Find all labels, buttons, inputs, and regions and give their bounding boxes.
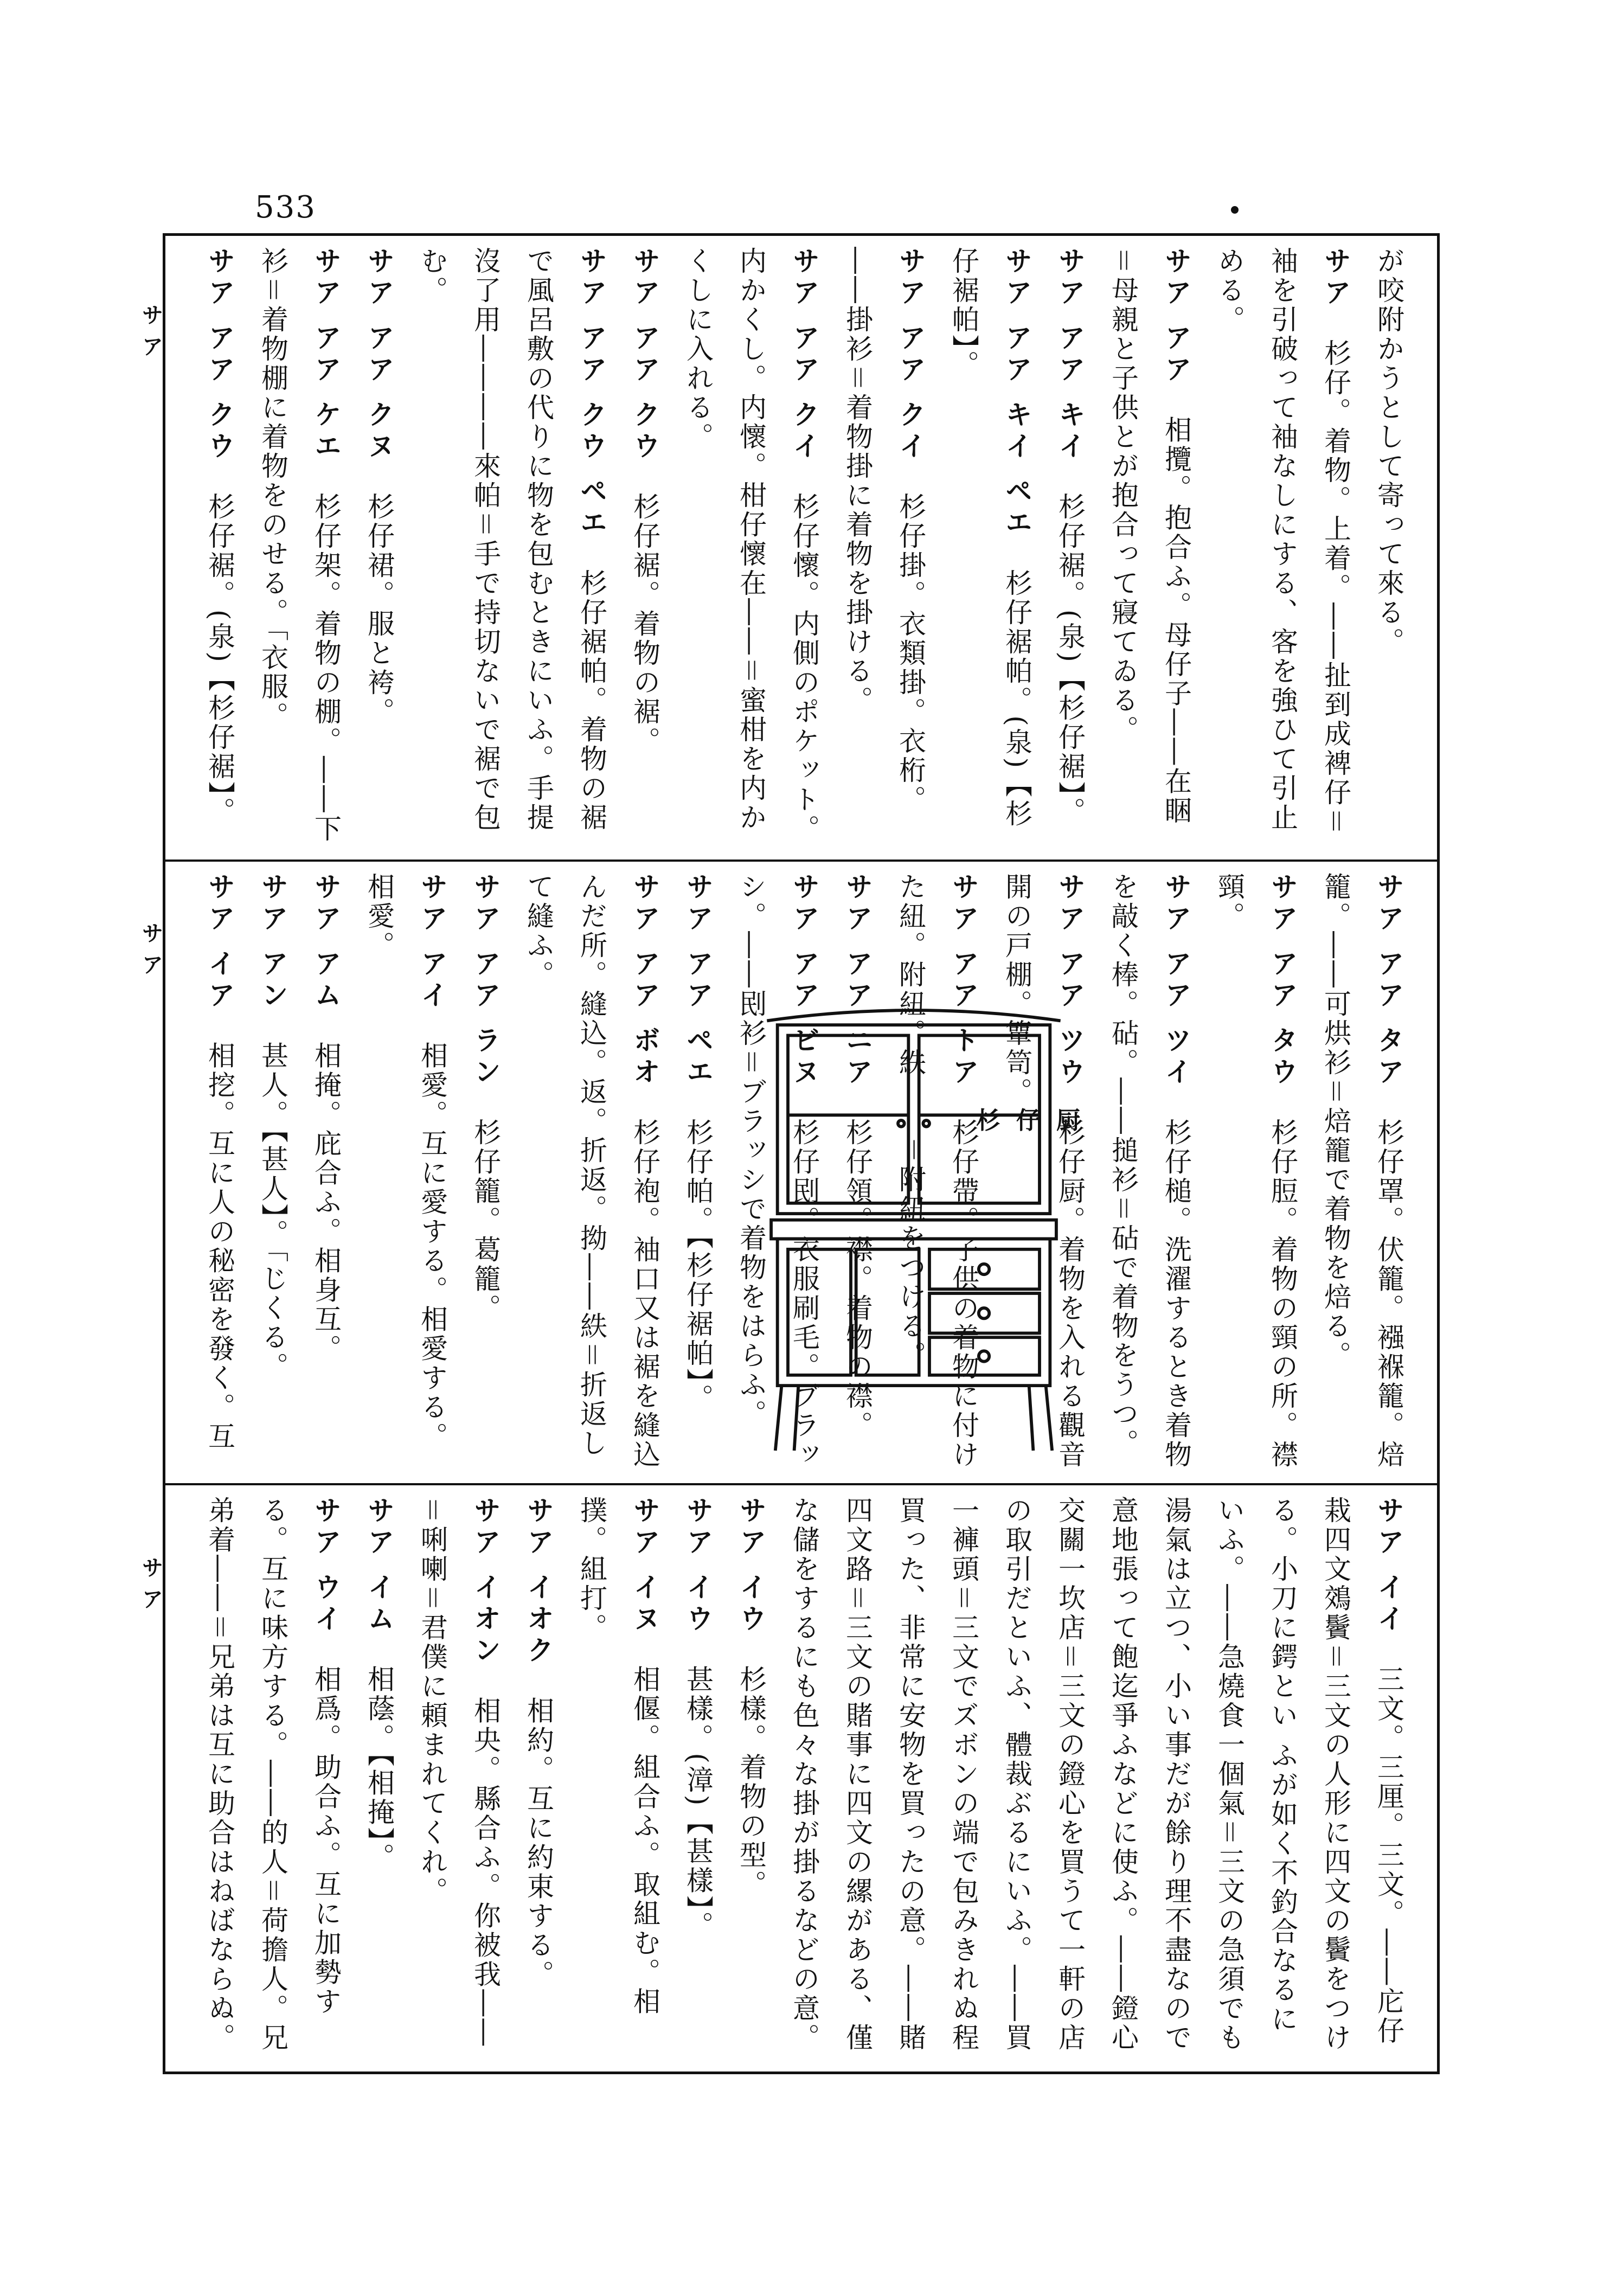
- entry-headword: サア アア クイ: [895, 247, 927, 463]
- entry-definition: 杉樣。着物の型。: [735, 1665, 767, 1900]
- entry-headword: サア イオン: [470, 1496, 502, 1668]
- dictionary-entry: [187, 873, 246, 1472]
- dictionary-entry: [406, 1496, 512, 2061]
- dictionary-entry: [406, 247, 618, 849]
- entry-definition: 杉仔脰。着物の頸の所。襟頸。: [1214, 873, 1298, 1470]
- dictionary-entry: [187, 1496, 193, 2061]
- dictionary-entry: [618, 247, 671, 849]
- entry-definition: 杉仔裙。服と袴。: [363, 492, 395, 727]
- entry-definition: 相爲。助合ふ。互に加勢する。互に味方する。――的人＝荷擔人。兄弟着――＝兄弟は互に助合はねばならぬ。: [204, 1496, 342, 2053]
- entry-headword: サア アイ: [416, 873, 448, 1012]
- entry-headword: サア アア ニア: [842, 873, 874, 1089]
- band-middle: [165, 860, 1437, 1483]
- side-label-middle: サア: [138, 922, 164, 985]
- band-top-text: [187, 247, 1415, 849]
- dictionary-entry: [1043, 247, 1096, 849]
- entry-headword: サア イウ: [735, 1496, 767, 1636]
- entry-headword: サア アア タア: [1373, 873, 1405, 1089]
- entry-definition: 相攬。抱合ふ。母仔子――在睏＝母親と子供とが抱合って寢てゐる。: [1107, 247, 1192, 826]
- entry-headword: サア アア キイ ペエ: [1001, 247, 1033, 540]
- entry-definition: 杉仔。着物。上着。――扯到成裨仔＝袖を引破って袖なしにする、客を強ひて引止める。: [1214, 247, 1351, 837]
- band-bottom-text: [187, 1496, 1415, 2061]
- entry-headword: サア アア ラン: [470, 873, 502, 1089]
- entry-headword: サア アア クイ: [788, 247, 820, 463]
- entry-headword: サア アア ツイ: [1160, 873, 1192, 1089]
- entry-definition: 杉仔架。着物の棚。――下衫＝着物棚に着物をのせる。「衣服。: [257, 247, 342, 844]
- dictionary-entry: [246, 247, 352, 849]
- entry-headword: サア: [1320, 247, 1352, 310]
- entry-definition: 杉仔帶。子供の着物に付けた紐。附紐。紩――＝附紐をつける。: [895, 873, 979, 1470]
- page-number: 533: [255, 190, 316, 225]
- cabinet-illustration: [756, 997, 1071, 1464]
- dictionary-entry: [671, 247, 831, 849]
- entry-definition: 相愛。互に愛する。相愛する。相愛。: [363, 873, 448, 1452]
- entry-definition: 三文。三厘。三文。――庀仔栽四文鵁鬢＝三文の人形に四文の鬢をつける。小刀に鍔とい ふが如く不釣合なるにいふ。――急燒食一個氣＝三文の急須でも湯氣は立つ、小い事だが餘り理不盡なので意地張って飽迄爭ふなどに使ふ。――鐙心交關一坎店＝三文の鐙心を買うて一軒の店の取引だといふ、體裁ぶるにいふ。――買一褲頭＝三文でズボンの端で包みきれぬ程買った、非常に安物を買ったの意。――賭四文路＝三文の賭事に四文の縲がある、僅な儲をするにも色々な掛が掛るなどの意。: [788, 1496, 1404, 2053]
- dictionary-entry: [512, 873, 671, 1472]
- entry-headword: サア アア: [1160, 247, 1192, 387]
- entry-headword: サア アア ペエ: [682, 873, 714, 1089]
- entry-headword: サア アア ツウ: [1054, 873, 1086, 1089]
- entry-headword: サア アア ボオ: [629, 873, 661, 1089]
- entry-definition: 相偃。組合ふ。取組む。相撲。組打。: [576, 1496, 660, 2017]
- entry-definition: 相央。縣合ふ。你被我――＝唎喇＝君僕に頼まれてくれ。: [416, 1496, 501, 2048]
- entry-headword: サア アア ケエ: [310, 247, 342, 463]
- entry-definition: が咬附かうとして寄って來る。: [1373, 247, 1404, 657]
- entry-definition: 杉仔領。襟。着物の襟。: [842, 1118, 873, 1440]
- entry-headword: サア イイ: [1373, 1496, 1405, 1636]
- dictionary-entry: [1309, 873, 1415, 1472]
- entry-definition: 相掩。庇合ふ。相身互。: [310, 1041, 342, 1364]
- entry-headword: サア アア クウ ペエ: [576, 247, 608, 540]
- band-bottom: [165, 1483, 1437, 2071]
- dictionary-entry: [671, 1496, 724, 2061]
- margin-dot: [1231, 206, 1239, 214]
- entry-definition: 甚人。【甚人】。「じくる。: [257, 1041, 288, 1382]
- entry-definition: 杉仔槌。洗濯するとき着物を敲く棒。砧。――搥衫＝砧で着物をうつ。: [1107, 873, 1192, 1470]
- entry-definition: 杉仔裾帕。(泉)【杉仔裾帕】。: [948, 247, 1032, 829]
- entry-definition: 甚樣。(漳)【甚樣】。: [682, 1665, 714, 1941]
- entry-headword: サア イオク: [523, 1496, 555, 1668]
- entry-headword: サア アア クヌ: [363, 247, 395, 463]
- entry-definition: 相挖。互に人の秘密を發く。互: [204, 1041, 235, 1452]
- entry-definition: 相蔭。【相掩】。: [363, 1665, 395, 1872]
- dictionary-entry: [246, 873, 299, 1472]
- dictionary-entry: [299, 873, 352, 1472]
- entry-definition: 杉仔懷。内側のポケット。内かくし。内懷。柑仔懷在――＝蜜柑を内かくしに入れる。: [682, 247, 820, 844]
- entry-headword: サア アア キイ: [1054, 247, 1086, 463]
- dictionary-entry: [193, 1496, 352, 2061]
- dictionary-entry: [1203, 247, 1362, 849]
- entry-definition: 杉仔袍。袖口又は裾を縫込んだ所。縫込。返。折返。拗――紩＝折返して縫ふ。: [523, 873, 660, 1470]
- entry-definition: 杉仔裾。着物の裾。: [629, 492, 660, 756]
- entry-definition: 杉仔裾。(泉)【杉仔裾】。: [1054, 492, 1086, 826]
- entry-definition: 杉仔厨。着物を入れる觀音開の戸棚。簞笥。: [1001, 873, 1086, 1470]
- dictionary-entry: [724, 1496, 778, 2061]
- dictionary-entry: [193, 247, 246, 849]
- entry-headword: サア アア トア: [948, 873, 980, 1089]
- band-top: [165, 236, 1437, 860]
- entry-headword: サア イア: [204, 873, 236, 1012]
- entry-headword: サア アア クウ: [204, 247, 236, 463]
- dictionary-entry: [352, 1496, 406, 2061]
- dictionary-entry: [352, 873, 459, 1472]
- illustration-caption: 杉仔厨: [976, 1107, 1096, 1134]
- entry-definition: 杉仔帕。【杉仔裾帕】。: [682, 1118, 714, 1413]
- entry-headword: サア イム: [363, 1496, 395, 1636]
- entry-headword: サア イウ: [682, 1496, 714, 1636]
- entry-headword: サア イヌ: [629, 1496, 661, 1636]
- dictionary-entry: [352, 247, 406, 849]
- dictionary-entry: [187, 247, 193, 849]
- entry-definition: 相約。互に約束する。: [523, 1696, 554, 1990]
- dictionary-entry: [937, 247, 1043, 849]
- dictionary-entry: [1096, 873, 1203, 1472]
- dictionary-frame: [163, 233, 1440, 2074]
- dictionary-entry: [831, 247, 937, 849]
- dictionary-entry: [1203, 873, 1309, 1472]
- entry-headword: サア ウイ: [310, 1496, 342, 1636]
- entry-headword: サア アア ビヌ: [788, 873, 820, 1089]
- dictionary-entry: [512, 1496, 565, 2061]
- entry-headword: サア アア タウ: [1267, 873, 1299, 1089]
- dictionary-entry: [778, 1496, 1415, 2061]
- entry-definition: 杉仔裾帕。着物の裾で風呂敷の代りに物を包むときにいふ。手提沒了用――――來帕＝手で持切ないで裾で包む。: [416, 247, 607, 833]
- entry-headword: サア アム: [310, 873, 342, 1012]
- dictionary-entry: [565, 1496, 671, 2061]
- entry-definition: 杉仔刡。衣服刷毛。ブラッシ。――刡衫＝ブラッシで着物をはらふ。: [735, 873, 820, 1470]
- entry-headword: サア アン: [257, 873, 289, 1012]
- dictionary-entry: [459, 873, 512, 1472]
- dictionary-entry: [671, 873, 724, 1472]
- dictionary-entry: [1096, 247, 1203, 849]
- entry-definition: 杉仔掛。衣類掛。衣桁。――掛衫＝着物掛に着物を掛ける。: [842, 247, 926, 814]
- side-label-bottom: サア: [138, 1556, 164, 1619]
- side-label-top: サア: [138, 304, 164, 367]
- entry-definition: 杉仔裾。(泉)【杉仔裾】。: [204, 492, 235, 826]
- entry-definition: 杉仔籠。葛籠。: [470, 1118, 501, 1323]
- entry-headword: サア アア クウ: [629, 247, 661, 463]
- entry-definition: 杉仔罩。伏籠。襁褓籠。焙籠。――可烘衫＝焙籠で着物を焙る。: [1320, 873, 1404, 1470]
- dictionary-entry: [1362, 247, 1415, 849]
- cabinet-drawing: [756, 997, 1071, 1464]
